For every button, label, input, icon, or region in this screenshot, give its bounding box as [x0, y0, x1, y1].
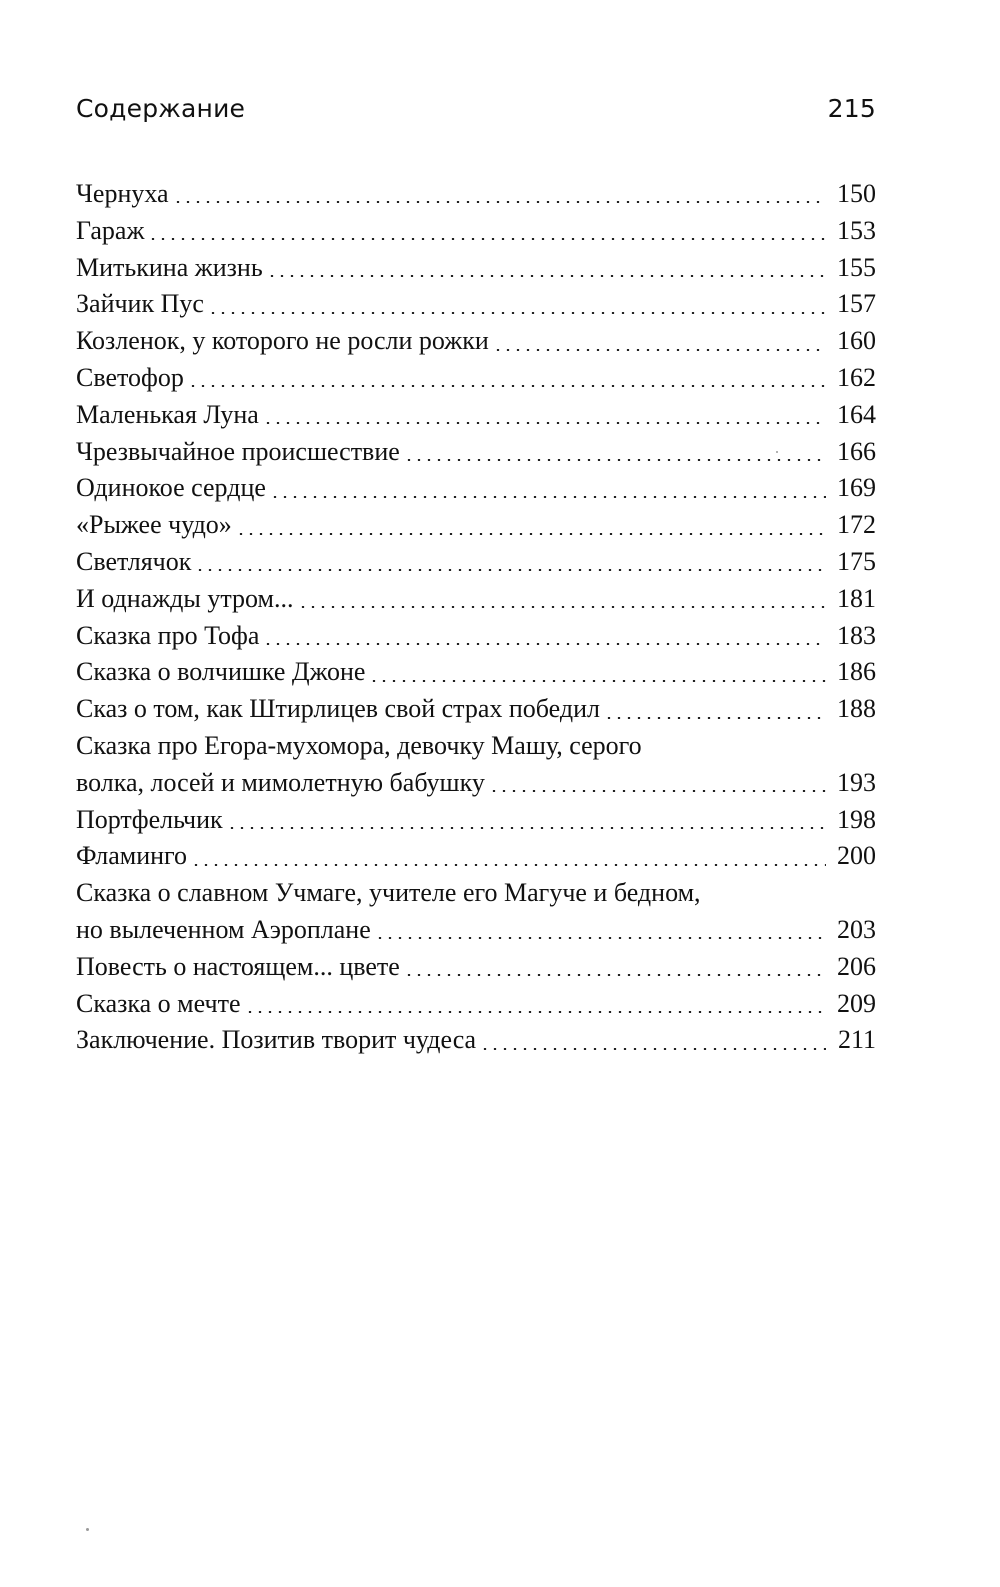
toc-entry-title: Светофор	[76, 362, 184, 392]
toc-entry-title: Маленькая Луна	[76, 399, 259, 429]
table-of-contents	[76, 176, 876, 1059]
toc-line	[76, 838, 876, 875]
dot-leader	[195, 569, 826, 571]
toc-line	[76, 986, 876, 1023]
toc-entry-page: 193	[837, 767, 876, 797]
toc-entry	[76, 654, 876, 691]
dot-leader	[245, 1011, 827, 1013]
toc-entry-page: 166	[837, 436, 876, 466]
toc-line	[76, 213, 876, 250]
toc-line	[76, 949, 876, 986]
toc-entry-page: 157	[837, 289, 876, 319]
toc-entry	[76, 397, 876, 434]
toc-entry-title: Повесть о настоящем... цвете	[76, 951, 400, 981]
toc-entry	[76, 323, 876, 360]
toc-entry-page: 155	[837, 252, 876, 282]
dot-leader	[493, 349, 826, 351]
toc-entry-title: Сказка про Тофа	[76, 620, 260, 650]
toc-entry-page: 198	[837, 804, 876, 834]
scan-speck	[776, 451, 778, 453]
toc-line	[76, 765, 876, 802]
toc-entry	[76, 838, 876, 875]
toc-line	[76, 470, 876, 507]
dot-leader	[208, 312, 826, 314]
toc-entry-title: Фламинго	[76, 841, 188, 871]
toc-entry	[76, 470, 876, 507]
toc-line	[76, 654, 876, 691]
toc-entry-title: Чернуха	[76, 179, 169, 208]
toc-entry-title: Сказ о том, как Штирлицев свой страх победил	[76, 694, 600, 724]
toc-entry-page: 183	[837, 620, 876, 650]
toc-entry-title: Портфельчик	[76, 804, 223, 834]
toc-entry	[76, 618, 876, 655]
toc-line	[76, 728, 876, 765]
toc-line	[76, 802, 876, 839]
toc-line	[76, 323, 876, 360]
dot-leader	[369, 680, 826, 682]
dot-leader	[173, 201, 826, 203]
toc-entry-page: 211	[837, 1025, 876, 1055]
toc-entry-title: но вылеченном Аэроплане	[76, 914, 371, 944]
toc-line	[76, 176, 876, 213]
toc-entry-page: 181	[837, 583, 876, 613]
dot-leader	[191, 864, 826, 866]
dot-leader	[236, 533, 826, 535]
toc-entry	[76, 802, 876, 839]
toc-entry-title: Чрезвычайное происшествие	[76, 436, 400, 466]
toc-entry	[76, 728, 876, 802]
toc-entry	[76, 286, 876, 323]
toc-entry-title: Гараж	[76, 215, 145, 245]
toc-entry-page: 186	[837, 657, 876, 687]
toc-line	[76, 581, 876, 618]
dot-leader	[298, 606, 826, 608]
toc-entry-title: «Рыжее чудо»	[76, 510, 232, 540]
toc-entry	[76, 213, 876, 250]
toc-entry-title: Сказка про Егора-мухомора, девочку Машу, серого	[76, 730, 642, 760]
dot-leader	[270, 496, 826, 498]
toc-entry-page: 200	[837, 841, 876, 871]
toc-entry-title: волка, лосей и мимолетную бабушку	[76, 767, 485, 797]
dot-leader	[404, 974, 826, 976]
toc-line	[76, 397, 876, 434]
toc-entry-title: Одинокое сердце	[76, 473, 266, 503]
toc-entry-title: Сказка о славном Учмаге, учителе его Магуче и бедном,	[76, 878, 701, 908]
toc-line	[76, 286, 876, 323]
toc-entry-title: Заключение. Позитив творит чудеса	[76, 1025, 477, 1055]
toc-line	[76, 912, 876, 949]
dot-leader	[480, 1048, 826, 1050]
toc-entry	[76, 434, 876, 471]
toc-entry	[76, 691, 876, 728]
toc-entry	[76, 250, 876, 287]
dot-leader	[188, 385, 826, 387]
toc-line	[76, 1022, 876, 1059]
toc-line	[76, 250, 876, 287]
scan-speck	[86, 1528, 89, 1531]
dot-leader	[375, 937, 826, 939]
running-header	[76, 86, 876, 130]
toc-entry-page: 153	[837, 215, 876, 245]
toc-entry-page: 160	[837, 326, 876, 356]
toc-entry	[76, 176, 876, 213]
toc-entry-page: 203	[837, 914, 876, 944]
dot-leader	[267, 275, 826, 277]
toc-entry-page: 175	[837, 546, 876, 576]
toc-entry	[76, 1022, 876, 1059]
toc-line	[76, 434, 876, 471]
dot-leader	[227, 827, 826, 829]
toc-line	[76, 507, 876, 544]
toc-entry	[76, 360, 876, 397]
toc-entry-page: 209	[837, 988, 876, 1018]
toc-line	[76, 544, 876, 581]
dot-leader	[604, 717, 826, 719]
dot-leader	[404, 459, 826, 461]
toc-entry-title: И однажды утром...	[76, 583, 294, 613]
toc-entry-title: Митькина жизнь	[76, 252, 263, 282]
toc-entry	[76, 986, 876, 1023]
page-number: 215	[827, 93, 876, 123]
toc-entry-title: Сказка о мечте	[76, 988, 241, 1018]
toc-entry-page: 162	[837, 362, 876, 392]
toc-entry-page: 206	[837, 951, 876, 981]
toc-entry	[76, 544, 876, 581]
toc-line	[76, 691, 876, 728]
toc-line	[76, 875, 876, 912]
toc-line	[76, 618, 876, 655]
toc-entry-page: 150	[837, 179, 876, 208]
toc-line	[76, 360, 876, 397]
toc-entry-title: Зайчик Пус	[76, 289, 204, 319]
toc-entry-page: 164	[837, 399, 876, 429]
dot-leader	[263, 422, 826, 424]
toc-entry-page: 188	[837, 694, 876, 724]
toc-entry	[76, 507, 876, 544]
toc-entry-title: Козленок, у которого не росли рожки	[76, 326, 489, 356]
dot-leader	[263, 643, 826, 645]
toc-entry-title: Светлячок	[76, 546, 192, 576]
toc-entry	[76, 875, 876, 949]
toc-entry-title: Сказка о волчишке Джоне	[76, 657, 366, 687]
toc-entry-page: 169	[837, 473, 876, 503]
dot-leader	[489, 790, 826, 792]
dot-leader	[148, 238, 826, 240]
toc-entry	[76, 581, 876, 618]
toc-entry-page: 172	[837, 510, 876, 540]
toc-entry	[76, 949, 876, 986]
section-title: Содержание	[76, 93, 246, 123]
